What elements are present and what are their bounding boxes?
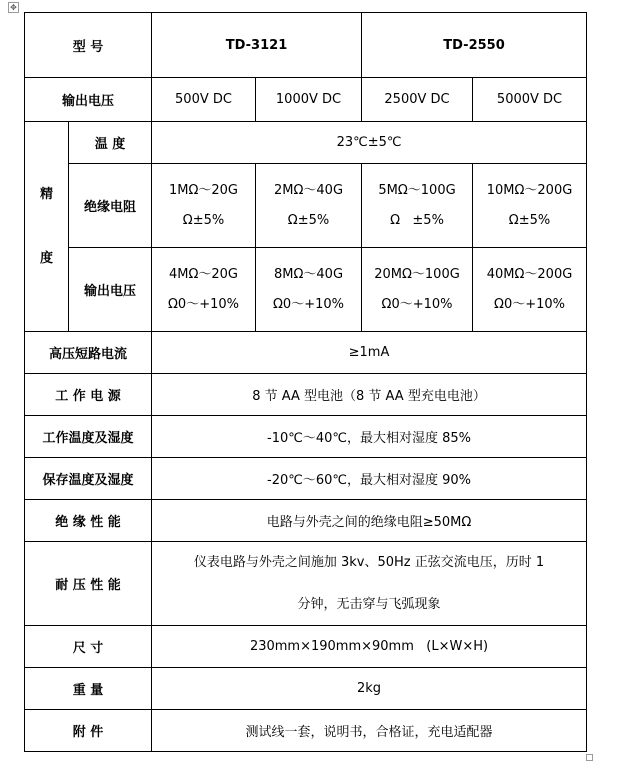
spec-row [25,416,587,458]
withstand-row [25,542,587,626]
withstand-line-2: 分钟，无击穿与飞弧现象 [297,596,441,612]
insulation-range: 10MΩ～200G [486,182,573,198]
weight-label: 重 量 [25,668,152,710]
voltage-range: 8MΩ～40G [273,266,344,282]
accessories-value: 测试线一套，说明书，合格证，充电适配器 [152,710,587,752]
insulation-performance-label: 绝 缘 性 能 [25,500,152,542]
temperature-label: 温 度 [69,122,152,164]
insulation-tolerance: Ω±5% [508,212,551,228]
insulation-tolerance: Ω±5% [182,212,225,228]
spec-row [25,458,587,500]
voltage-tolerance: Ω0～+10% [273,296,344,312]
voltage-tolerance: Ω0～+10% [381,296,453,312]
withstand-value [152,542,587,626]
model-td3121: TD-3121 [152,13,362,78]
storage-temp-humidity-value: -20℃～60℃，最大相对湿度 90% [152,458,587,500]
output-voltage-value: 2500V DC [362,78,473,122]
accuracy-label-bottom: 度 [39,250,53,266]
insulation-cell [256,164,362,248]
insulation-range: 5MΩ～100G [378,182,456,198]
table-move-handle-icon[interactable]: ✥ [8,2,19,13]
output-voltage-value: 500V DC [152,78,256,122]
storage-temp-humidity-label: 保存温度及湿度 [25,458,152,500]
voltage-range: 20MΩ～100G [374,266,460,282]
temperature-value: 23℃±5℃ [152,122,587,164]
table-resize-handle-icon[interactable] [586,754,593,761]
output-voltage-label: 输出电压 [25,78,152,122]
voltage-range: 40MΩ～200G [486,266,573,282]
accuracy-group-label [25,122,69,332]
insulation-cell [362,164,473,248]
accessories-label: 附 件 [25,710,152,752]
accuracy-temperature-row [25,122,587,164]
accuracy-output-voltage-label: 输出电压 [69,248,152,332]
insulation-tolerance: Ω±5% [287,212,330,228]
accuracy-output-voltage-row [25,248,587,332]
model-label: 型 号 [25,13,152,78]
insulation-range: 1MΩ～20G [168,182,239,198]
insulation-performance-value: 电路与外壳之间的绝缘电阻≥50MΩ [152,500,587,542]
output-voltage-value: 5000V DC [473,78,587,122]
voltage-tolerance: Ω0～+10% [494,296,566,312]
spec-row [25,374,587,416]
spec-table [24,12,587,752]
insulation-resistance-row [25,164,587,248]
spec-row [25,332,587,374]
spec-row [25,710,587,752]
weight-value: 2kg [152,668,587,710]
dimensions-label: 尺 寸 [25,626,152,668]
accuracy-label-top: 精 [39,186,53,202]
insulation-range: 2MΩ～40G [273,182,344,198]
voltage-accuracy-cell [362,248,473,332]
short-circuit-current-value: ≥1mA [152,332,587,374]
model-td2550: TD-2550 [362,13,587,78]
voltage-tolerance: Ω0～+10% [168,296,239,312]
spec-row [25,500,587,542]
voltage-range: 4MΩ～20G [168,266,239,282]
withstand-label: 耐 压 性 能 [25,542,152,626]
short-circuit-current-label: 高压短路电流 [25,332,152,374]
insulation-resistance-label: 绝缘电阻 [69,164,152,248]
operating-temp-humidity-value: -10℃～40℃，最大相对湿度 85% [152,416,587,458]
power-supply-label: 工 作 电 源 [25,374,152,416]
voltage-accuracy-cell [256,248,362,332]
insulation-cell [152,164,256,248]
output-voltage-row [25,78,587,122]
insulation-cell [473,164,587,248]
output-voltage-value: 1000V DC [256,78,362,122]
insulation-tolerance: Ω ±5% [390,212,444,228]
voltage-accuracy-cell [152,248,256,332]
model-row [25,13,587,78]
withstand-line-1: 仪表电路与外壳之间施加 3kv、50Hz 正弦交流电压，历时 1 [193,554,545,570]
operating-temp-humidity-label: 工作温度及湿度 [25,416,152,458]
dimensions-value: 230mm×190mm×90mm (L×W×H) [152,626,587,668]
power-supply-value: 8 节 AA 型电池（8 节 AA 型充电电池） [152,374,587,416]
spec-row [25,668,587,710]
voltage-accuracy-cell [473,248,587,332]
spec-row [25,626,587,668]
